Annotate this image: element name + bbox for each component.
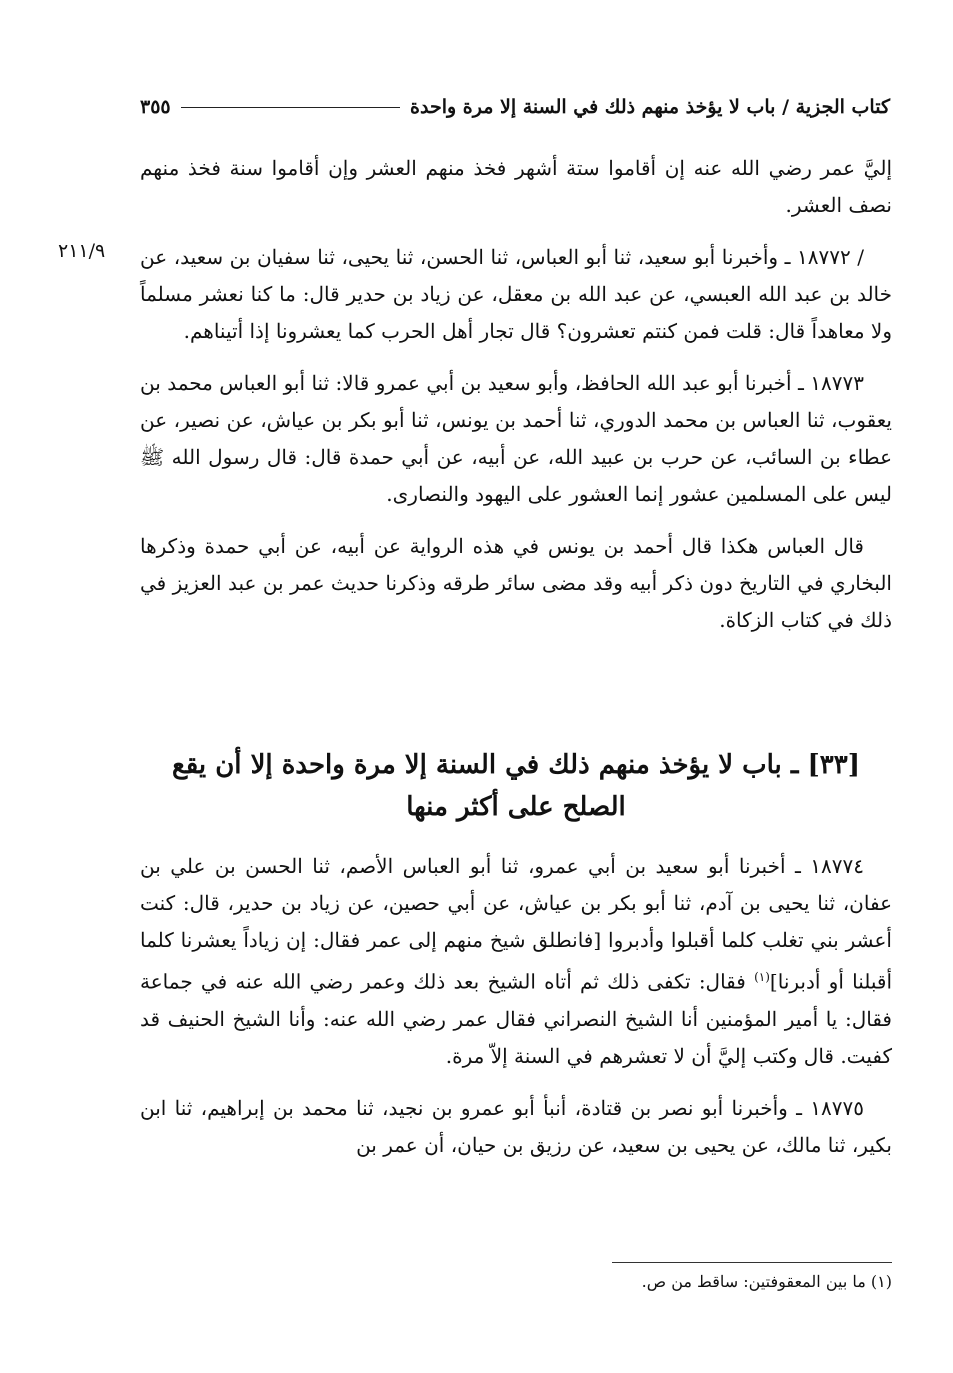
paragraph-18774-part2: فقال: تكفى ذلك ثم أتاه الشيخ بعد ذلك وعمر رضي الله عنه في جماعة فقال: يا أمير المؤمنين أنا الشيخ النصراني فقال عمر رضي الله عنه: وأنا الشيخ الحنيف قد كفيت. قال وكتب إليَّ أن لا تعشرهم في السنة إلاّ مرة. <box>140 969 892 1068</box>
paragraph-continuation: إليَّ عمر رضي الله عنه إن أقاموا ستة أشهر فخذ منهم العشر وإن أقاموا سنة فخذ منهم نصف العشر. <box>140 156 892 217</box>
running-header <box>140 90 890 124</box>
running-title: كتاب الجزية / باب لا يؤخذ منهم ذلك في السنة إلا مرة واحدة <box>410 96 890 118</box>
chapter-heading: [٣٣] ـ باب لا يؤخذ منهم ذلك في السنة إلا مرة واحدة إلا أن يقع الصلح على أكثر منها <box>171 750 861 822</box>
footnote-divider <box>612 1262 892 1263</box>
header-rule <box>181 107 400 108</box>
paragraph-commentary: قال العباس هكذا قال أحمد بن يونس في هذه الرواية عن أبيه، عن أبي حمدة وذكرها البخاري في التاريخ دون ذكر أبيه وقد مضى سائر طرقه وذكرنا حديث عمر بن عبد العزيز في ذلك في كتاب الزكاة. <box>140 534 892 632</box>
paragraph-18773: ١٨٧٧٣ ـ أخبرنا أبو عبد الله الحافظ، وأبو سعيد بن أبي عمرو قالا: ثنا أبو العباس محمد بن يعقوب، ثنا العباس بن محمد الدوري، ثنا أحمد بن يونس، ثنا أبو بكر بن عياش، عن نصير، عن عطاء بن السائب، عن حرب بن عبيد الله، عن أبيه، عن أبي حمدة قال: قال رسول الله ﷺ ليس على المسلمين عشور إنما العشور على اليهود والنصارى. <box>140 371 893 506</box>
footnote-marker: (١) <box>754 970 770 984</box>
text-block-top <box>140 150 892 654</box>
paragraph-18775: ١٨٧٧٥ ـ وأخبرنا أبو نصر بن قتادة، أنبأ أبو عمرو بن نجيد، ثنا محمد بن إبراهيم، ثنا ابن بكير، ثنا مالك، عن يحيى بن سعيد، عن رزيق بن حيان، أن عمر بن <box>140 1095 892 1157</box>
paragraph-18774-part1: ١٨٧٧٤ ـ أخبرنا أبو سعيد بن أبي عمرو، ثنا أبو العباس الأصم، ثنا الحسن بن علي بن عفان، ثنا يحيى بن آدم، ثنا أبو بكر بن عياش، عن أبي حصين، عن زياد بن حدير، قال: كنت أعشر بني تغلب كلما أقبلوا وأدبروا [فانطلق شيخ منهم إلى عمر فقال: إن زياداً يعشرنا كلما أقبلنا أو أدبرنا] <box>140 854 893 994</box>
paragraph-18772: / ١٨٧٧٢ ـ وأخبرنا أبو سعيد، ثنا أبو العباس، ثنا الحسن، ثنا يحيى، ثنا سفيان بن سعيد، عن خالد بن عبد الله العبسي، عن عبد الله بن معقل، عن زياد بن حدير قال: ما كنا نعشر مسلماً ولا معاهداً قال: قلت فمن كنتم تعشرون؟ قال تجار أهل الحرب كما يعشرونا إذا أتيناهم. <box>140 245 892 343</box>
footnote: (١) ما بين المعقوفتين: ساقط من ص. <box>641 1272 892 1291</box>
page-number: ٣٥٥ <box>140 96 171 118</box>
text-block-bottom <box>140 848 892 1179</box>
margin-reference: ٢١١/٩ <box>58 240 106 262</box>
paragraph-18774 <box>140 848 892 1075</box>
